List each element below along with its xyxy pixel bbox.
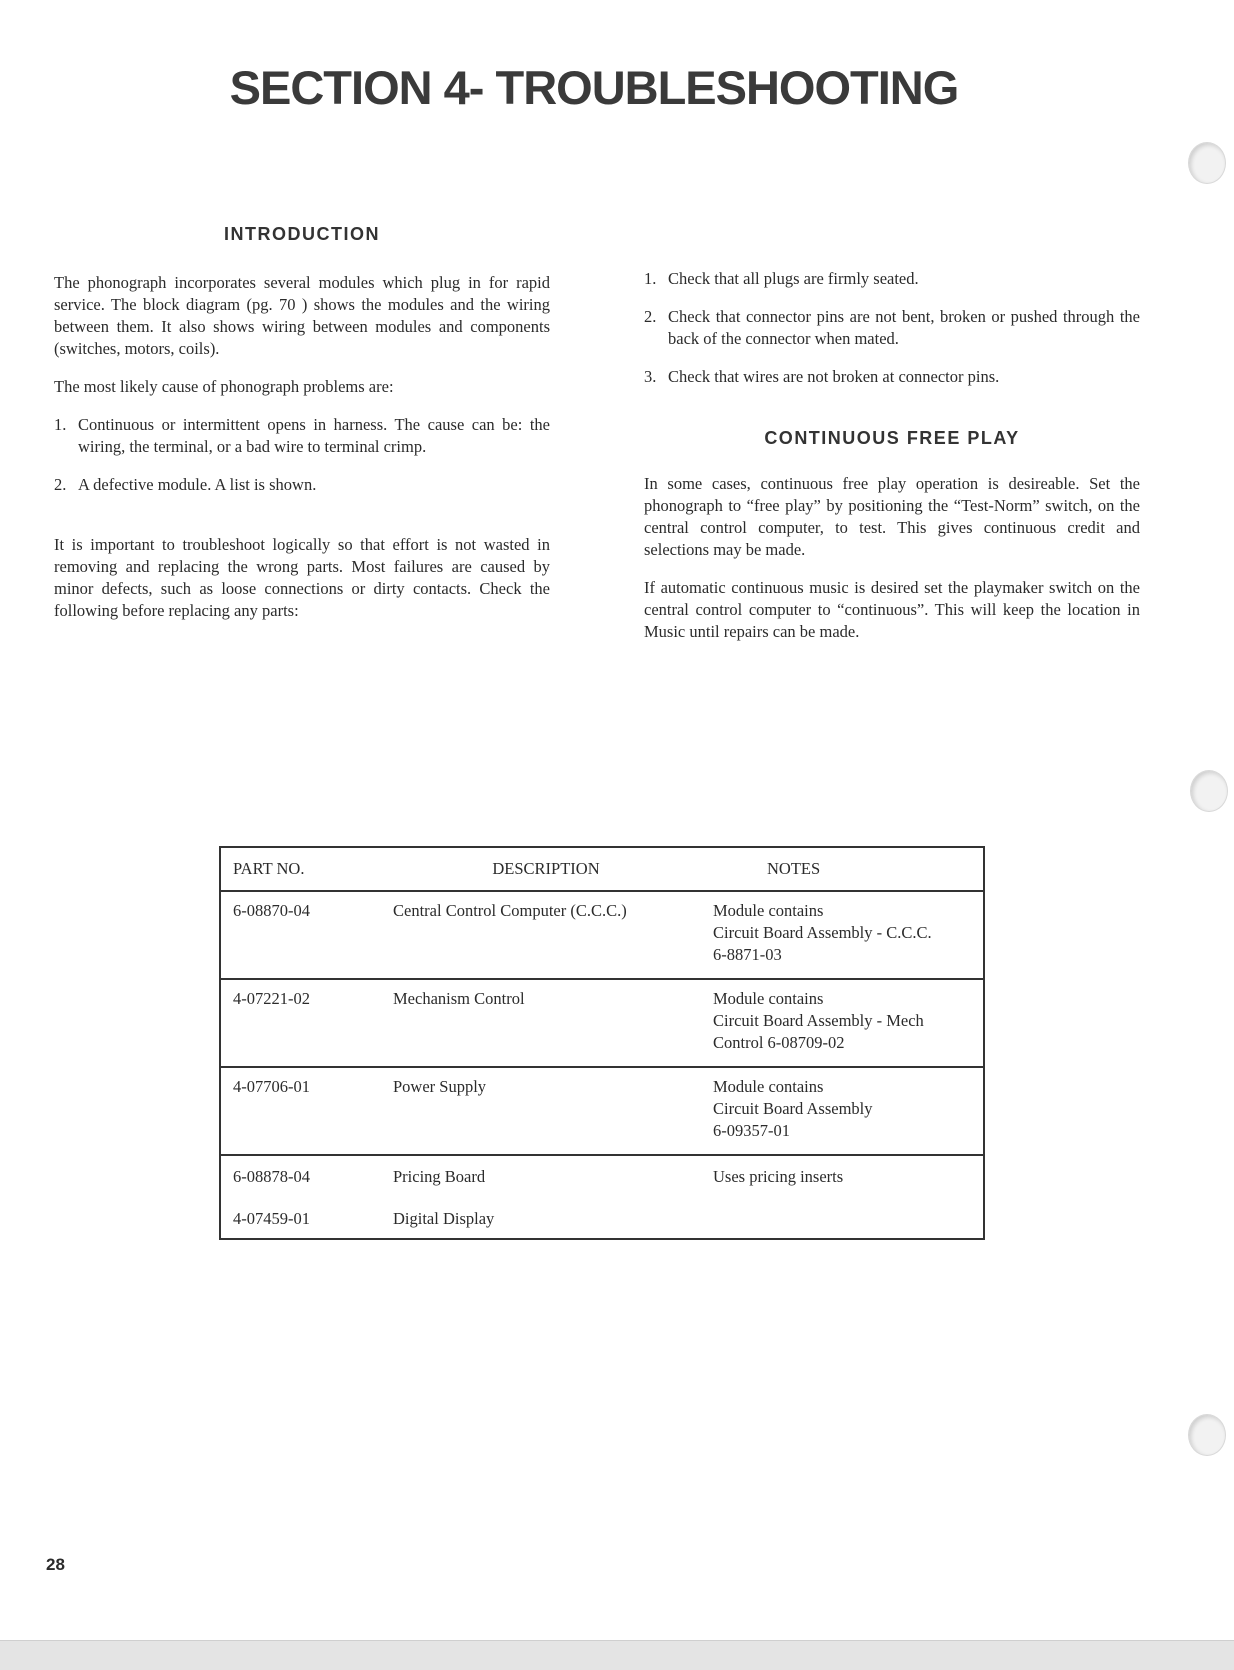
description-cell: Power Supply [385,1067,707,1155]
description-cell: Digital Display [393,1209,495,1228]
notes-cell [707,1067,984,1155]
notes-cell [707,1198,984,1239]
part-number-cell: 4-07706-01 [220,1067,385,1155]
table-row [220,891,984,979]
page-number: 28 [46,1555,65,1574]
description-cell: Pricing Board [393,1167,486,1186]
check-text: Check that wires are not broken at connector pins. [668,367,1000,386]
check-number: 1. [644,269,657,288]
notes-line: Control 6-08709-02 [713,1033,845,1052]
table-row [220,1198,984,1239]
table-row [220,979,984,1067]
free-play-section [644,473,1140,659]
left-column [54,272,550,638]
notes-line: Circuit Board Assembly - C.C.C. [713,923,932,942]
table-row [220,1067,984,1155]
notes-line: Uses pricing inserts [713,1167,844,1186]
table-row [220,1155,984,1198]
binder-hole-bottom [1188,1414,1226,1456]
check-number: 3. [644,367,657,386]
notes-line: 6-09357-01 [713,1121,790,1140]
part-number-cell: 4-07221-02 [220,979,385,1067]
free-play-paragraph-2: If automatic continuous music is desired set the playmaker switch on the central control computer to “continuous”. This will keep the location in Music until repairs can be made. [644,578,1140,641]
header-description: DESCRIPTION [385,847,707,891]
cause-text: A defective module. A list is shown. [78,475,317,494]
check-item [644,306,1140,350]
check-text: Check that all plugs are firmly seated. [668,269,919,288]
intro-paragraph-2: The most likely cause of phonograph problems are: [54,377,394,396]
binder-hole-top [1188,142,1226,184]
check-item [644,268,1140,290]
part-number-cell: 6-08870-04 [220,891,385,979]
intro-paragraph-1: The phonograph incorporates several modules which plug in for rapid service. The block diagram (pg. 70 ) shows the modules and the wiring between them. It also shows wiring between modules and components (switches, motors, coils). [54,273,550,358]
notes-line: Module contains [713,1077,824,1096]
notes-cell [707,891,984,979]
right-column [644,268,1140,404]
page-bottom-edge [0,1640,1234,1670]
table-header-row [220,847,984,891]
cause-number: 2. [54,475,67,494]
part-number-cell: 4-07459-01 [233,1209,310,1228]
notes-cell [707,979,984,1067]
check-item [644,366,1140,388]
description-cell: Mechanism Control [385,979,707,1067]
part-number-cell: 6-08878-04 [233,1167,310,1186]
free-play-paragraph-1: In some cases, continuous free play operation is desireable. Set the phonograph to “free play” by positioning the “Test-Norm” switch, on the central control computer, to test. This gives continuous credit and selections may be made. [644,474,1140,559]
cause-item [54,414,550,458]
notes-line: Circuit Board Assembly [713,1099,873,1118]
free-play-heading: CONTINUOUS FREE PLAY [764,428,1020,448]
notes-cell [707,1155,984,1198]
header-part-no: PART NO. [220,847,385,891]
cause-text: Continuous or intermittent opens in harness. The cause can be: the wiring, the terminal, or a bad wire to terminal crimp. [78,415,550,456]
parts-table [219,846,985,1240]
cause-item [54,474,550,496]
check-number: 2. [644,307,657,326]
page-title: SECTION 4- TROUBLESHOOTING [229,61,959,114]
description-cell: Central Control Computer (C.C.C.) [385,891,707,979]
notes-line: Circuit Board Assembly - Mech [713,1011,924,1030]
binder-hole-middle [1190,770,1228,812]
notes-line: Module contains [713,901,824,920]
header-notes: NOTES [707,847,984,891]
notes-line: 6-8871-03 [713,945,782,964]
check-text: Check that connector pins are not bent, broken or pushed through the back of the connector when mated. [668,307,1140,348]
notes-line: Module contains [713,989,824,1008]
introduction-heading: INTRODUCTION [224,224,380,244]
intro-paragraph-3: It is important to troubleshoot logically so that effort is not wasted in removing and replacing the wrong parts. Most failures are caused by minor defects, such as loose connections or dirty contacts. Check the following before replacing any parts: [54,535,550,620]
cause-number: 1. [54,415,67,434]
